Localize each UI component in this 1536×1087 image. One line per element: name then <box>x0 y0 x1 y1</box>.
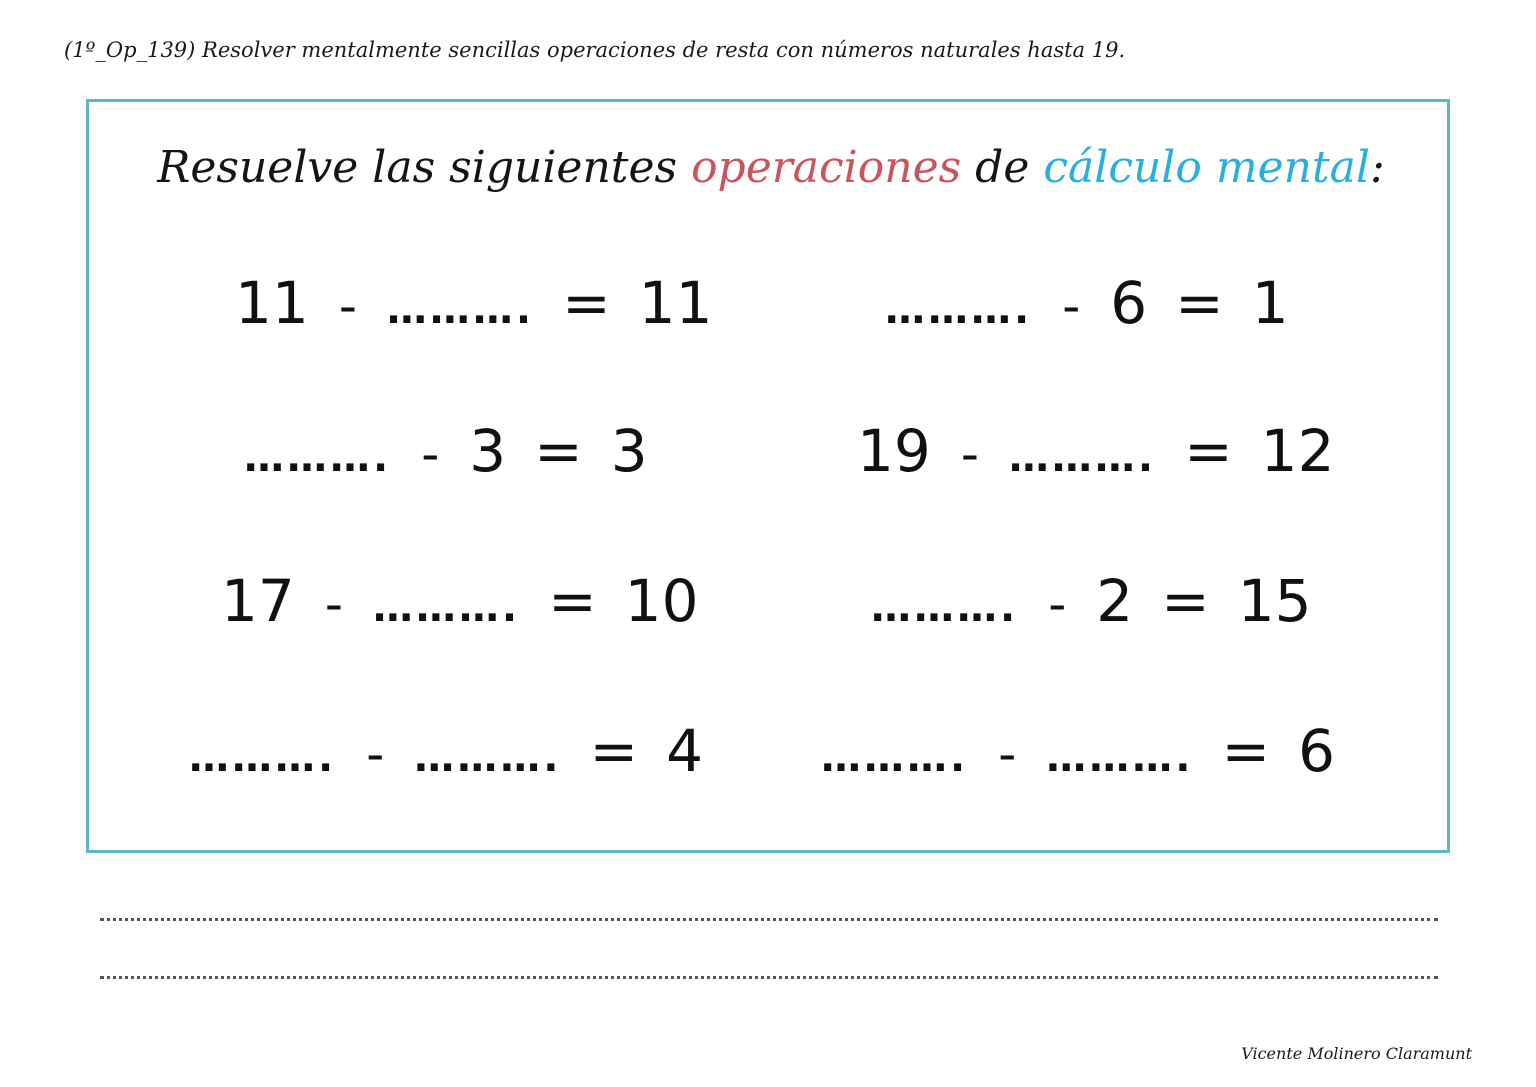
title-word-operaciones: operaciones <box>691 142 962 193</box>
answer-blank[interactable]: ………. <box>821 735 969 781</box>
operand-a: 17 <box>221 567 295 635</box>
exercise-title <box>89 142 1453 193</box>
title-colon: : <box>1369 142 1385 193</box>
minus-sign: - <box>366 725 385 783</box>
equals-sign: = <box>589 717 639 785</box>
equals-sign: = <box>534 417 583 485</box>
answer-blank[interactable]: ………. <box>244 435 392 481</box>
equation-3 <box>244 417 648 485</box>
title-part-1: Resuelve las siguientes <box>157 142 692 193</box>
result: 1 <box>1251 269 1289 337</box>
writing-line[interactable] <box>100 976 1438 979</box>
answer-blank[interactable]: ………. <box>1008 435 1157 481</box>
minus-sign: - <box>1048 575 1067 633</box>
operand-b: 2 <box>1096 567 1134 635</box>
result: 15 <box>1237 567 1312 635</box>
author-credit: Vicente Molinero Claramunt <box>1241 1044 1472 1063</box>
result: 3 <box>610 417 648 485</box>
answer-blank[interactable]: ………. <box>871 585 1019 631</box>
answer-blank[interactable]: ………. <box>1046 735 1194 781</box>
minus-sign: - <box>338 277 357 335</box>
operand-b: 6 <box>1110 269 1148 337</box>
equals-sign: = <box>562 269 611 337</box>
answer-blank[interactable]: ………. <box>414 735 562 781</box>
equals-sign: = <box>1175 269 1224 337</box>
operand-a: 11 <box>235 269 309 337</box>
equation-1 <box>235 269 713 337</box>
result: 12 <box>1260 417 1335 485</box>
equals-sign: = <box>1161 567 1210 635</box>
equation-4 <box>857 417 1335 485</box>
minus-sign: - <box>960 425 979 483</box>
writing-line[interactable] <box>100 918 1438 921</box>
exercise-frame <box>86 99 1450 853</box>
operand-a: 19 <box>857 417 931 485</box>
equation-5 <box>221 567 699 635</box>
equals-sign: = <box>548 567 597 635</box>
result: 4 <box>666 717 703 785</box>
minus-sign: - <box>998 725 1017 783</box>
result: 11 <box>638 269 713 337</box>
equation-7 <box>189 717 703 785</box>
minus-sign: - <box>421 425 440 483</box>
answer-blank[interactable]: ………. <box>189 735 337 781</box>
title-part-3: de <box>961 142 1044 193</box>
answer-blank[interactable]: ………. <box>372 585 521 631</box>
equation-6 <box>871 567 1312 635</box>
equals-sign: = <box>1184 417 1233 485</box>
equals-sign: = <box>1221 717 1271 785</box>
minus-sign: - <box>324 575 343 633</box>
answer-blank[interactable]: ………. <box>386 287 535 333</box>
operand-b: 3 <box>469 417 507 485</box>
result: 6 <box>1298 717 1335 785</box>
title-word-calculo-mental: cálculo mental <box>1043 142 1370 193</box>
equation-8 <box>821 717 1335 785</box>
worksheet-code-header: (1º_Op_139) Resolver mentalmente sencillas operaciones de resta con números naturales hasta 19. <box>64 38 1126 62</box>
result: 10 <box>624 567 699 635</box>
equation-2 <box>885 269 1289 337</box>
answer-blank[interactable]: ………. <box>885 287 1033 333</box>
minus-sign: - <box>1062 277 1081 335</box>
